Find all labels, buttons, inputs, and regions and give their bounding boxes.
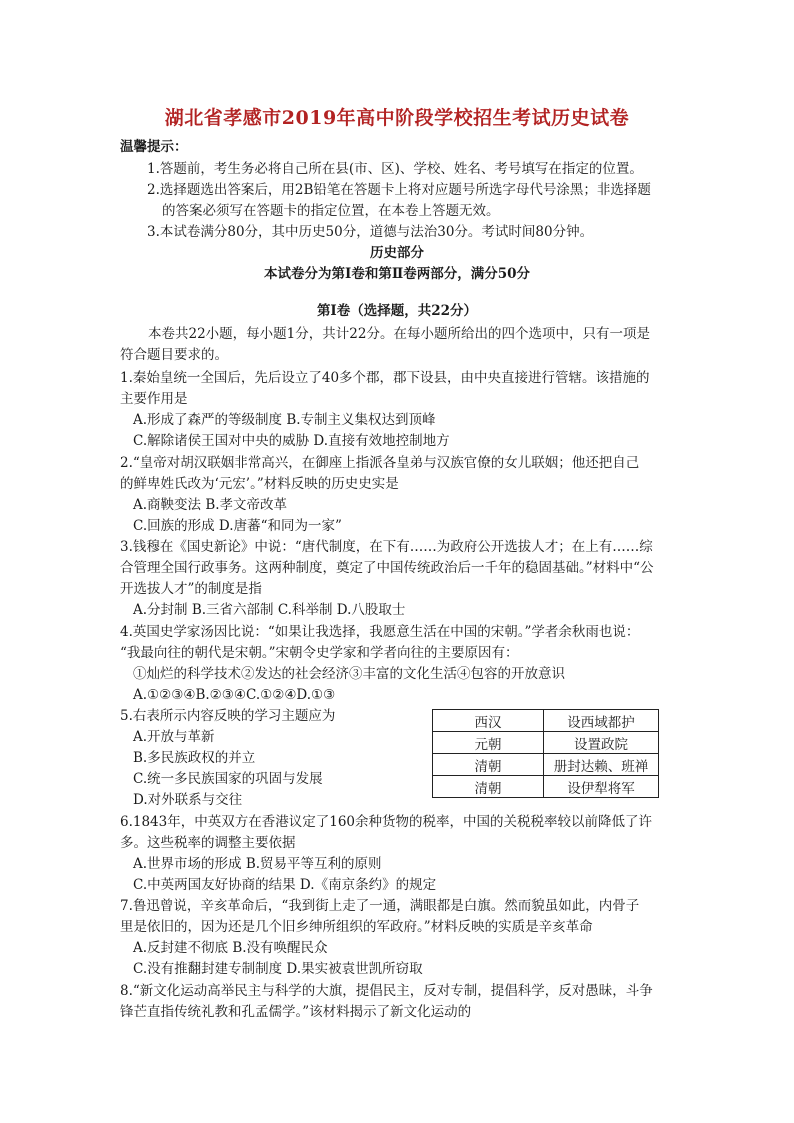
question-5-option-a: A.开放与革新: [133, 729, 215, 745]
question-5-option-b: B.多民族政权的并立: [133, 750, 256, 766]
question-8-stem: 锋芒直指传统礼教和孔孟儒学。”该材料揭示了新文化运动的: [120, 1004, 472, 1020]
table-row: [433, 732, 659, 754]
question-1-options: C.解除诸侯王国对中央的威胁 D.直接有效地控制地方: [133, 433, 450, 449]
table-row: [433, 776, 659, 798]
question-5-stem: 5.右表所示内容反映的学习主题应为: [120, 708, 336, 724]
table-cell-dynasty: 西汉: [433, 710, 544, 732]
question-4-stem: “我最向往的朝代是宋朝。”宋朝令史学家和学者向往的主要原因有：: [120, 645, 519, 661]
tip-item: 3.本试卷满分80分，其中历史50分，道德与法治30分。考试时间80分钟。: [147, 224, 594, 240]
question-3-options: A.分封制 B.三省六部制 C.科举制 D.八股取士: [133, 602, 406, 618]
question-4-options: A.①②③④B.②③④C.①②④D.①③: [133, 687, 336, 703]
question-3-stem: 开选拔人才”的制度是指: [120, 581, 262, 597]
question-2-options: A.商鞅变法 B.孝文帝改革: [133, 497, 288, 513]
question-5-option-c: C.统一多民族国家的巩固与发展: [133, 771, 323, 787]
question-5-table: [432, 709, 659, 798]
question-3-stem: 3.钱穆在《国史新论》中说：“唐代制度，在下有……为政府公开选拔人才；在上有……综: [120, 539, 653, 555]
question-2-options: C.回族的形成 D.唐蕃“和同为一家”: [133, 518, 342, 534]
table-row: [433, 710, 659, 732]
table-cell-dynasty: 清朝: [433, 776, 544, 798]
tips-heading: 温馨提示：: [120, 139, 188, 155]
question-6-stem: 6.1843年，中英双方在香港议定了160余种货物的税率，中国的关税税率较以前降低了许: [120, 814, 653, 830]
question-2-stem: 的鲜卑姓氏改为‘元宏’。”材料反映的历史史实是: [120, 476, 399, 492]
question-6-options: A.世界市场的形成 B.贸易平等互利的原则: [133, 856, 382, 872]
question-3-stem: 合管理全国行政事务。这两种制度，奠定了中国传统政治后一千年的稳固基础。”材料中“公: [120, 560, 654, 576]
question-1-stem: 主要作用是: [120, 391, 188, 407]
table-cell-measure: 设西域都护: [544, 710, 659, 732]
tip-item: 2.选择题选出答案后，用2B铅笔在答题卡上将对应题号所选字母代号涂黑；非选择题: [147, 182, 651, 198]
question-7-stem: 7.鲁迅曾说，辛亥革命后，“我到街上走了一通，满眼都是白旗。然而貌虽如此，内骨子: [120, 898, 640, 914]
question-1-stem: 1.秦始皇统一全国后，先后设立了40多个郡，郡下设县，由中央直接进行管辖。该措施的: [120, 370, 650, 386]
paper-structure: 本试卷分为第Ⅰ卷和第Ⅱ卷两部分，满分50分: [264, 266, 530, 282]
tip-item: 1.答题前，考生务必将自己所在县(市、区)、学校、姓名、考号填写在指定的位置。: [147, 161, 643, 177]
table-row: [433, 754, 659, 776]
table-cell-measure: 设伊犁将军: [544, 776, 659, 798]
part-heading: 历史部分: [370, 245, 424, 261]
question-7-options: A.反封建不彻底 B.没有唤醒民众: [133, 940, 328, 956]
volume-intro: 符合题目要求的。: [120, 347, 228, 363]
question-5-option-d: D.对外联系与交往: [133, 792, 243, 808]
question-7-options: C.没有推翻封建专制制度 D.果实被袁世凯所窃取: [133, 961, 423, 977]
question-2-stem: 2.“皇帝对胡汉联姻非常高兴，在御座上指派各皇弟与汉族官僚的女儿联姻；他还把自己: [120, 455, 640, 471]
table-cell-dynasty: 清朝: [433, 754, 544, 776]
question-1-options: A.形成了森严的等级制度 B.专制主义集权达到顶峰: [133, 412, 436, 428]
question-4-stem: 4.英国史学家汤因比说：“如果让我选择，我愿意生活在中国的宋朝。”学者余秋雨也说：: [120, 624, 640, 640]
exam-title: 湖北省孝感市2019年高中阶段学校招生考试历史试卷: [164, 107, 630, 129]
table-cell-measure: 设置政院: [544, 732, 659, 754]
question-8-stem: 8.“新文化运动高举民主与科学的大旗，提倡民主，反对专制，提倡科学，反对愚昧，斗争: [120, 983, 653, 999]
question-7-stem: 里是依旧的，因为还是几个旧乡绅所组织的军政府。”材料反映的实质是辛亥革命: [120, 919, 593, 935]
volume-heading: 第Ⅰ卷（选择题，共22分）: [316, 303, 478, 319]
volume-intro: 本卷共22小题，每小题1分，共计22分。在每小题所给出的四个选项中，只有一项是: [148, 326, 650, 342]
table-cell-measure: 册封达赖、班禅: [544, 754, 659, 776]
table-cell-dynasty: 元朝: [433, 732, 544, 754]
tip-item: 的答案必须写在答题卡的指定位置，在本卷上答题无效。: [162, 203, 500, 219]
question-6-stem: 多。这些税率的调整主要依据: [120, 835, 296, 851]
question-6-options: C.中英两国友好协商的结果 D.《南京条约》的规定: [133, 877, 437, 893]
question-4-statements: ①灿烂的科学技术②发达的社会经济③丰富的文化生活④包容的开放意识: [133, 666, 565, 682]
